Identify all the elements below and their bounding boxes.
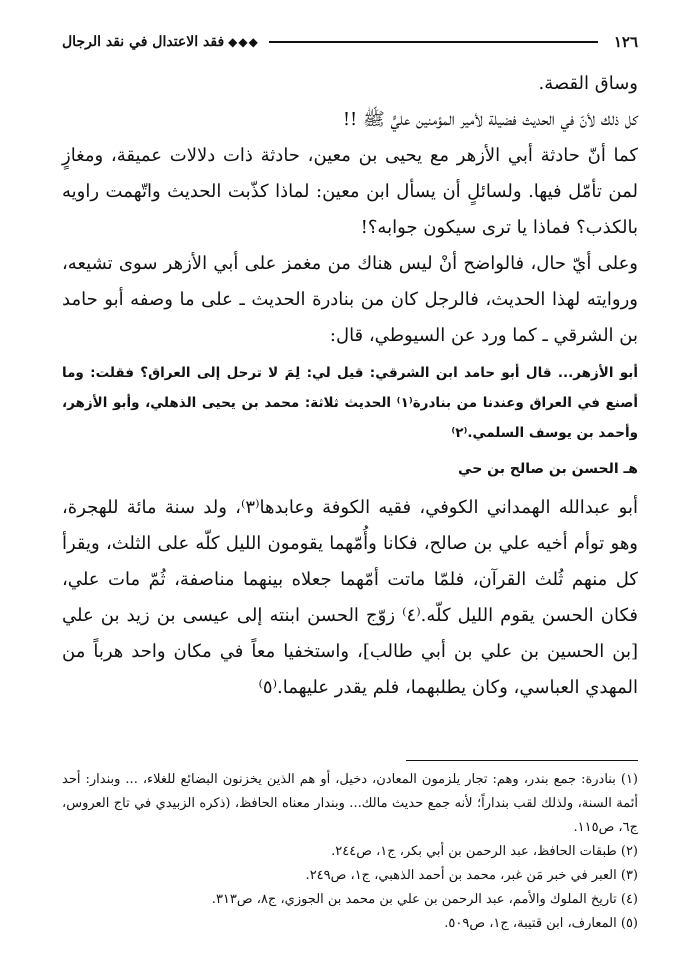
paragraph-5: أبو عبدالله الهمداني الكوفي، فقيه الكوفة وعابدها⁽٣⁾، ولد سنة مائة للهجرة، وهو توأم أخيه علي بن صالح، فكانا وأُمّهما يقومون الليل كلّه على الثلث، ويقرأ كل منهم ثُلث القرآن، فلمّا ماتت أمّهما جعلاه بينهما مناصفة، ثُمّ مات علي، فكان الحسن يقوم الليل كلّه.⁽٤⁾ زوّج الحسن ابنته إلى عيسى بن زيد بن علي [بن الحسين بن علي بن أبي طالب]، واستخفيا معاً في مكان واحد هرباً من المهدي العباسي، وكان يطلبهما، فلم يقدر عليهما.⁽٥⁾: [62, 497, 638, 698]
running-title: فقد الاعتدال في نقد الرجال: [62, 34, 225, 50]
paragraph-4: وعلى أيّ حال، فالواضح أنْ ليس هناك من مغمز على أبي الأزهر سوى تشيعه، وروايته لهذا الحديث، فالرجل كان من بنادرة الحديث ـ على ما وصفه أبو حامد بن الشرقي ـ كما ورد عن السيوطي، قال:: [62, 253, 638, 346]
footnote-1: (١) بنادرة: جمع بندر، وهم: تجار يلزمون المعادن، دخيل، أو هم الذين يخزنون البضائع للغلاء، ... وبندار: أحد أئمة السنة، ولذلك لقب بنداراً؛ لأنه جمع حديث مالك... وبندار معناه الحافظ، (ذكره الزبيدي في تاج العروس، ج٦، ص١١٥.: [62, 772, 638, 835]
paragraph-2: كل ذلك لأنّ في الحديث فضيلة لأمير المؤمنين عليٍّ ﷺ !!: [342, 109, 638, 130]
section-heading: هـ الحسن بن صالح بن حي: [458, 461, 638, 477]
diamond-ornament-icon: ◆◆◆: [228, 35, 259, 49]
page-header: [62, 30, 638, 54]
footnote-5: (٥) المعارف، ابن قتيبة، ج١، ص٥٠٩.: [444, 916, 638, 931]
footnote-divider: [406, 760, 638, 761]
footnotes: [62, 768, 638, 936]
header-rule: [269, 41, 598, 43]
main-text: [62, 66, 638, 706]
paragraph-1: وساق القصة.: [538, 73, 638, 94]
footnote-4: (٤) تاريخ الملوك والأمم، عبد الرحمن بن علي بن محمد بن الجوزي، ج٨، ص٣١٣.: [211, 892, 638, 907]
footnote-2: (٢) طبقات الحافظ، عبد الرحمن بن أبي بكر، ج١، ص٢٤٤.: [331, 844, 638, 859]
footnote-3: (٣) العبر في خبر مَن غبر، محمد بن أحمد الذهبي، ج١، ص٢٤٩.: [305, 868, 638, 883]
paragraph-3: كما أنّ حادثة أبي الأزهر مع يحيى بن معين، حادثة ذات دلالات عميقة، ومغازٍ لمن تأمّل فيها. ولسائلٍ أن يسأل ابن معين: لماذا كذّبت الحديث واتّهمت راويه بالكذب؟ فماذا يا ترى سيكون جوابه؟!: [62, 145, 638, 238]
block-quote: أبو الأزهر... قال أبو حامد ابن الشرقي: قيل لي: لِمَ لا ترحل إلى العراق؟ فقلت: وما أصنع في العراق وعندنا من بنادرة⁽١⁾ الحديث ثلاثة: محمد بن يحيى الذهلي، وأبو الأزهر، وأحمد بن يوسف السلمي.⁽٢⁾: [62, 365, 638, 441]
page-number: ١٢٦: [613, 33, 638, 51]
